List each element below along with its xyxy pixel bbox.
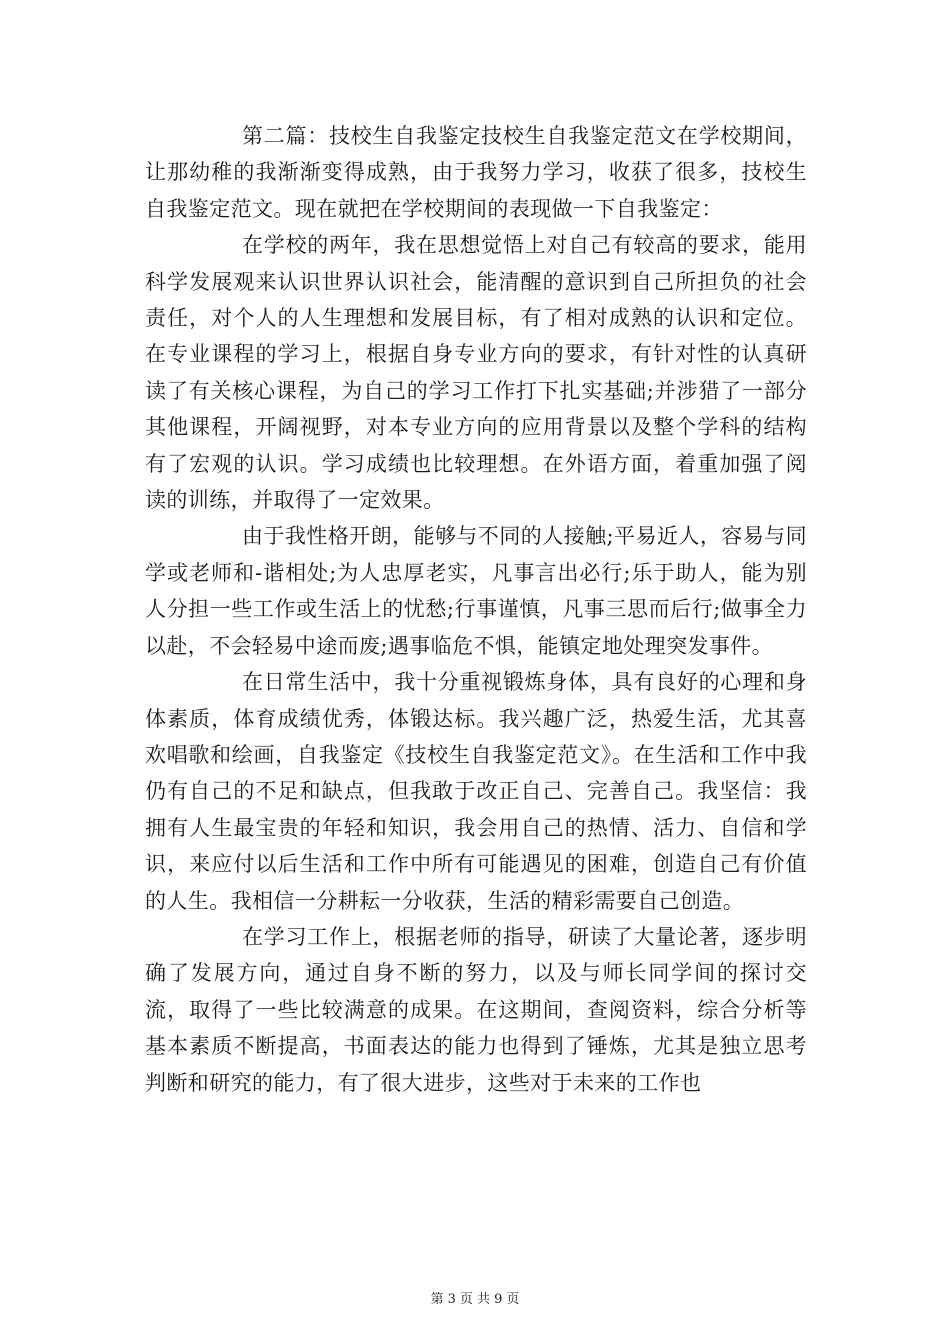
document-body [145, 118, 807, 1101]
footer-suffix: 页 [506, 1292, 520, 1307]
paragraph-2: 在学校的两年，我在思想觉悟上对自己有较高的要求，能用科学发展观来认识世界认识社会，能清醒的意识到自己所担负的社会责任，对个人的人生理想和发展目标，有了相对成熟的认识和定位。在专业课程的学习上，根据自身专业方向的要求，有针对性的认真研读了有关核心课程，为自己的学习工作打下扎实基础;并涉猎了一部分其他课程，开阔视野，对本专业方向的应用背景以及整个学科的结构有了宏观的认识。学习成绩也比较理想。在外语方面，着重加强了阅读的训练，并取得了一定效果。 [145, 233, 807, 513]
footer-middle: 页 共 [459, 1292, 491, 1307]
footer-current-page: 3 [447, 1292, 456, 1307]
paragraph-5: 在学习工作上，根据老师的指导，研读了大量论著，逐步明确了发展方向，通过自身不断的努力，以及与师长同学间的探讨交流，取得了一些比较满意的成果。在这期间，查阅资料，综合分析等基本素质不断提高，书面表达的能力也得到了锤炼，尤其是独立思考判断和研究的能力，有了很大进步，这些对于未来的工作也 [145, 924, 807, 1095]
paragraph-4: 在日常生活中，我十分重视锻炼身体，具有良好的心理和身体素质，体育成绩优秀，体锻达标。我兴趣广泛，热爱生活，尤其喜欢唱歌和绘画，自我鉴定《技校生自我鉴定范文》。在生活和工作中我仍有自己的不足和缺点，但我敢于改正自己、完善自己。我坚信：我拥有人生最宝贵的年轻和知识，我会用自己的热情、活力、自信和学识，来应付以后生活和工作中所有可能遇见的困难，创造自己有价值的人生。我相信一分耕耘一分收获，生活的精彩需要自己创造。 [145, 670, 807, 913]
paragraph-3: 由于我性格开朗，能够与不同的人接触;平易近人，容易与同学或老师和-谐相处;为人忠厚老实，凡事言出必行;乐于助人，能为别人分担一些工作或生活上的忧愁;行事谨慎，凡事三思而后行;做事全力以赴，不会轻易中途而废;遇事临危不惧，能镇定地处理突发事件。 [145, 524, 807, 658]
page-footer [0, 1288, 950, 1307]
footer-prefix: 第 [430, 1292, 444, 1307]
paragraph-1: 第二篇：技校生自我鉴定技校生自我鉴定范文在学校期间，让那幼稚的我渐渐变得成熟，由于我努力学习，收获了很多，技校生自我鉴定范文。现在就把在学校期间的表现做一下自我鉴定： [145, 124, 807, 221]
footer-total-pages: 9 [494, 1292, 503, 1307]
